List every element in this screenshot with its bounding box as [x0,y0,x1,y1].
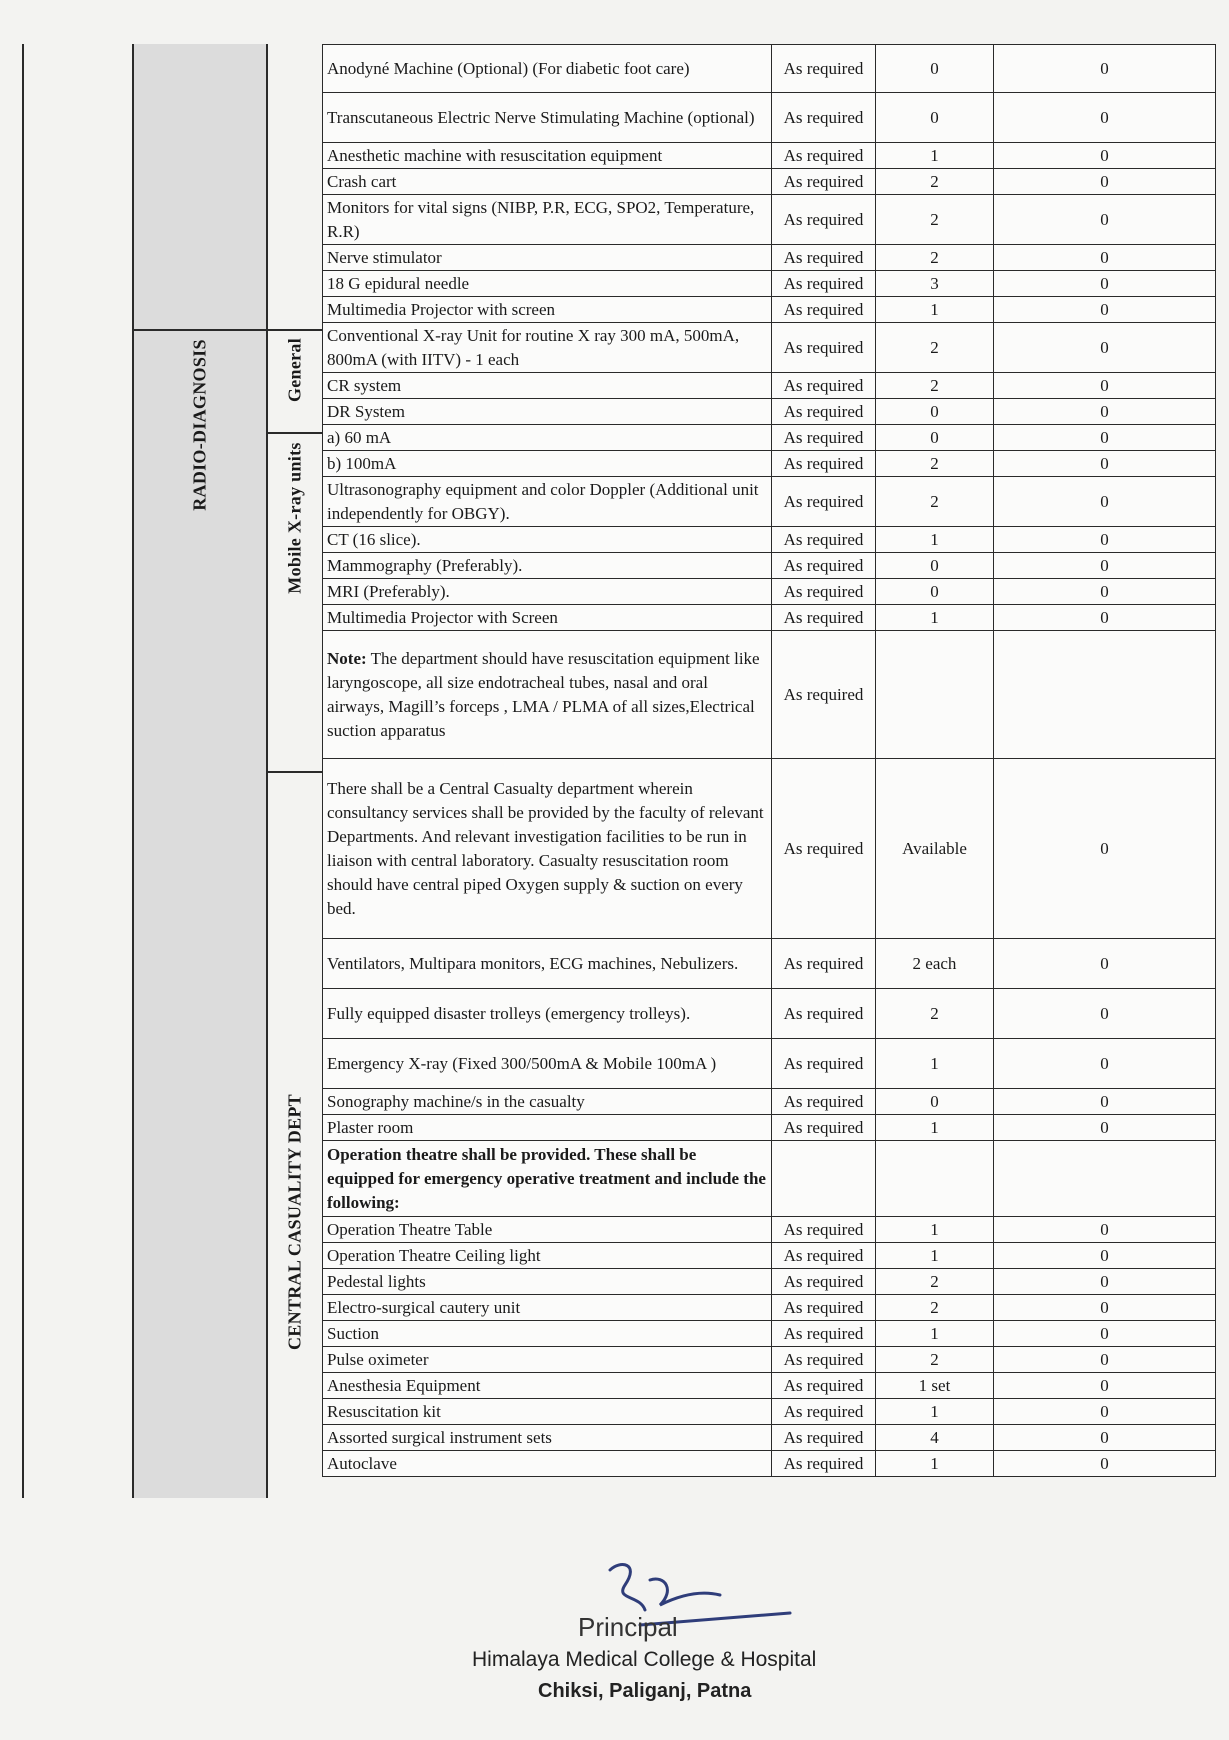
table-row [323,1039,1216,1089]
ot-heading-row [323,1141,1216,1217]
table-row [323,939,1216,989]
table-row [323,1217,1216,1243]
subsection-divider-2 [266,771,322,773]
item-cell: Resuscitation kit [323,1399,772,1425]
item-cell: Multimedia Projector with Screen [323,605,772,631]
requirement-cell: As required [772,631,876,759]
footer-college: Himalaya Medical College & Hospital [472,1648,817,1671]
available-cell: 1 [876,605,994,631]
deficiency-cell: 0 [994,1451,1216,1477]
available-cell: 1 [876,1451,994,1477]
deficiency-cell: 0 [994,169,1216,195]
item-cell: There shall be a Central Casualty department wherein consultancy services shall be provided by the faculty of relevant Departments. And relevant investigation facilities to be run in liaison with central laboratory. Casualty resuscitation room should have central piped Oxygen supply & suction on every bed. [323,759,772,939]
deficiency-cell: 0 [994,989,1216,1039]
item-cell: DR System [323,399,772,425]
available-cell: 2 each [876,939,994,989]
available-cell: Available [876,759,994,939]
subsection-divider-1 [266,432,322,434]
requirement-cell: As required [772,1425,876,1451]
table-row [323,195,1216,245]
table-row [323,759,1216,939]
item-cell: Transcutaneous Electric Nerve Stimulating Machine (optional) [323,93,772,143]
requirement-cell: As required [772,527,876,553]
available-cell: 1 [876,1217,994,1243]
available-cell: 1 [876,1115,994,1141]
table-row [323,45,1216,93]
deficiency-cell: 0 [994,579,1216,605]
table-row [323,1243,1216,1269]
item-cell: Operation Theatre Ceiling light [323,1243,772,1269]
table-row [323,425,1216,451]
deficiency-cell: 0 [994,45,1216,93]
deficiency-cell: 0 [994,1039,1216,1089]
table-row [323,451,1216,477]
footer-title: Principal [578,1612,678,1642]
available-cell: 1 [876,527,994,553]
item-cell: Pulse oximeter [323,1347,772,1373]
table-row [323,1269,1216,1295]
available-cell: 0 [876,579,994,605]
table-row [323,1399,1216,1425]
available-cell: 1 [876,1243,994,1269]
available-cell: 3 [876,271,994,297]
deficiency-cell: 0 [994,1399,1216,1425]
item-cell: Mammography (Preferably). [323,553,772,579]
table-row [323,143,1216,169]
item-cell: Anodyné Machine (Optional) (For diabetic foot care) [323,45,772,93]
deficiency-cell: 0 [994,1321,1216,1347]
table-row [323,245,1216,271]
available-cell: 2 [876,323,994,373]
requirement-cell: As required [772,1399,876,1425]
section-divider [132,329,322,331]
requirement-cell [772,1141,876,1217]
deficiency-cell: 0 [994,271,1216,297]
deficiency-cell: 0 [994,297,1216,323]
requirement-cell: As required [772,195,876,245]
note-text: The department should have resuscitation equipment like laryngoscope, all size endotracheal tubes, nasal and oral airways, Magill’s forceps , LMA / PLMA of all sizes,Electrical suction apparatus [327,648,760,740]
item-cell: Nerve stimulator [323,245,772,271]
item-cell: Multimedia Projector with screen [323,297,772,323]
deficiency-cell: 0 [994,425,1216,451]
table-row [323,477,1216,527]
table-row [323,1295,1216,1321]
item-cell: Fully equipped disaster trolleys (emergency trolleys). [323,989,772,1039]
available-cell: 1 [876,1321,994,1347]
available-cell: 2 [876,169,994,195]
item-cell: Autoclave [323,1451,772,1477]
requirement-cell: As required [772,1347,876,1373]
available-cell: 2 [876,1347,994,1373]
table-row [323,553,1216,579]
deficiency-cell: 0 [994,759,1216,939]
requirement-cell: As required [772,553,876,579]
table-row [323,169,1216,195]
requirement-cell: As required [772,759,876,939]
deficiency-cell: 0 [994,1425,1216,1451]
note-cell [323,631,772,759]
deficiency-cell: 0 [994,1217,1216,1243]
table-row [323,1321,1216,1347]
item-cell: Crash cart [323,169,772,195]
requirement-cell: As required [772,1217,876,1243]
deficiency-cell: 0 [994,1243,1216,1269]
item-cell: CT (16 slice). [323,527,772,553]
deficiency-cell: 0 [994,1373,1216,1399]
deficiency-cell: 0 [994,477,1216,527]
item-cell: CR system [323,373,772,399]
available-cell: 0 [876,45,994,93]
requirement-cell: As required [772,1269,876,1295]
item-cell: Operation Theatre Table [323,1217,772,1243]
deficiency-cell: 0 [994,1115,1216,1141]
requirement-cell: As required [772,477,876,527]
deficiency-cell: 0 [994,195,1216,245]
column-divider-1 [132,44,134,1498]
deficiency-cell: 0 [994,605,1216,631]
requirement-cell: As required [772,169,876,195]
requirement-cell: As required [772,1451,876,1477]
deficiency-cell: 0 [994,1347,1216,1373]
requirement-cell: As required [772,373,876,399]
requirement-cell: As required [772,451,876,477]
available-cell: 1 [876,297,994,323]
table-row [323,271,1216,297]
available-cell: 1 [876,143,994,169]
item-cell: Emergency X-ray (Fixed 300/500mA & Mobile 100mA ) [323,1039,772,1089]
table-row [323,527,1216,553]
requirement-cell: As required [772,579,876,605]
requirement-cell: As required [772,245,876,271]
table-row [323,297,1216,323]
requirement-cell: As required [772,1089,876,1115]
item-cell: Sonography machine/s in the casualty [323,1089,772,1115]
section-column-shade [134,44,268,1498]
deficiency-cell: 0 [994,143,1216,169]
available-cell: 2 [876,373,994,399]
requirement-cell: As required [772,989,876,1039]
requirement-cell: As required [772,1243,876,1269]
table-row [323,1115,1216,1141]
available-cell: 2 [876,477,994,527]
table-row [323,579,1216,605]
deficiency-cell: 0 [994,451,1216,477]
deficiency-cell: 0 [994,245,1216,271]
available-cell: 1 set [876,1373,994,1399]
table-row [323,1089,1216,1115]
table-row [323,1451,1216,1477]
available-cell: 0 [876,1089,994,1115]
item-cell: Assorted surgical instrument sets [323,1425,772,1451]
note-row [323,631,1216,759]
table-row [323,1425,1216,1451]
item-cell: Ultrasonography equipment and color Doppler (Additional unit independently for OBGY). [323,477,772,527]
item-cell: Ventilators, Multipara monitors, ECG machines, Nebulizers. [323,939,772,989]
available-cell: 2 [876,451,994,477]
requirement-cell: As required [772,939,876,989]
requirement-cell: As required [772,1295,876,1321]
requirement-cell: As required [772,93,876,143]
available-cell: 0 [876,399,994,425]
deficiency-cell [994,1141,1216,1217]
footer-place: Chiksi, Paliganj, Patna [538,1680,752,1702]
requirement-cell: As required [772,323,876,373]
requirement-cell: As required [772,297,876,323]
requirement-cell: As required [772,271,876,297]
item-cell: Anesthetic machine with resuscitation equipment [323,143,772,169]
available-cell: 1 [876,1399,994,1425]
deficiency-cell: 0 [994,1089,1216,1115]
deficiency-cell: 0 [994,93,1216,143]
available-cell: 0 [876,553,994,579]
available-cell: 2 [876,1295,994,1321]
ot-heading-cell: Operation theatre shall be provided. These shall be equipped for emergency operative treatment and include the following: [323,1141,772,1217]
deficiency-cell: 0 [994,1269,1216,1295]
item-cell: Anesthesia Equipment [323,1373,772,1399]
available-cell: 4 [876,1425,994,1451]
section-label-casualty: CENTRAL CASUALITY DEPT [284,1094,305,1350]
deficiency-cell: 0 [994,1295,1216,1321]
requirement-cell: As required [772,1373,876,1399]
section-label-general: General [284,337,305,403]
available-cell: 0 [876,93,994,143]
available-cell: 2 [876,195,994,245]
item-cell: 18 G epidural needle [323,271,772,297]
table-row [323,1373,1216,1399]
section-label-radio-diagnosis: RADIO-DIAGNOSIS [189,339,210,511]
requirement-cell: As required [772,45,876,93]
item-cell: Plaster room [323,1115,772,1141]
item-cell: Conventional X-ray Unit for routine X ray 300 mA, 500mA, 800mA (with IITV) - 1 each [323,323,772,373]
item-cell: Pedestal lights [323,1269,772,1295]
table-row [323,605,1216,631]
deficiency-cell: 0 [994,373,1216,399]
left-border [22,44,24,1498]
table-row [323,399,1216,425]
table-row [323,373,1216,399]
deficiency-cell: 0 [994,323,1216,373]
equipment-table [322,44,1216,1477]
item-cell: b) 100mA [323,451,772,477]
table-row [323,93,1216,143]
available-cell: 2 [876,245,994,271]
deficiency-cell [994,631,1216,759]
item-cell: a) 60 mA [323,425,772,451]
available-cell: 1 [876,1039,994,1089]
table-row [323,989,1216,1039]
table-row [323,1347,1216,1373]
requirement-cell: As required [772,425,876,451]
available-cell [876,1141,994,1217]
section-label-mobile-xray: Mobile X-ray units [284,442,305,594]
available-cell: 2 [876,989,994,1039]
item-cell: Suction [323,1321,772,1347]
requirement-cell: As required [772,1321,876,1347]
table-row [323,323,1216,373]
note-label: Note: [327,648,367,668]
deficiency-cell: 0 [994,527,1216,553]
deficiency-cell: 0 [994,939,1216,989]
requirement-cell: As required [772,1039,876,1089]
deficiency-cell: 0 [994,399,1216,425]
requirement-cell: As required [772,605,876,631]
requirement-cell: As required [772,143,876,169]
available-cell [876,631,994,759]
requirement-cell: As required [772,1115,876,1141]
item-cell: MRI (Preferably). [323,579,772,605]
deficiency-cell: 0 [994,553,1216,579]
item-cell: Electro-surgical cautery unit [323,1295,772,1321]
available-cell: 0 [876,425,994,451]
requirement-cell: As required [772,399,876,425]
available-cell: 2 [876,1269,994,1295]
item-cell: Monitors for vital signs (NIBP, P.R, ECG, SPO2, Temperature, R.R) [323,195,772,245]
